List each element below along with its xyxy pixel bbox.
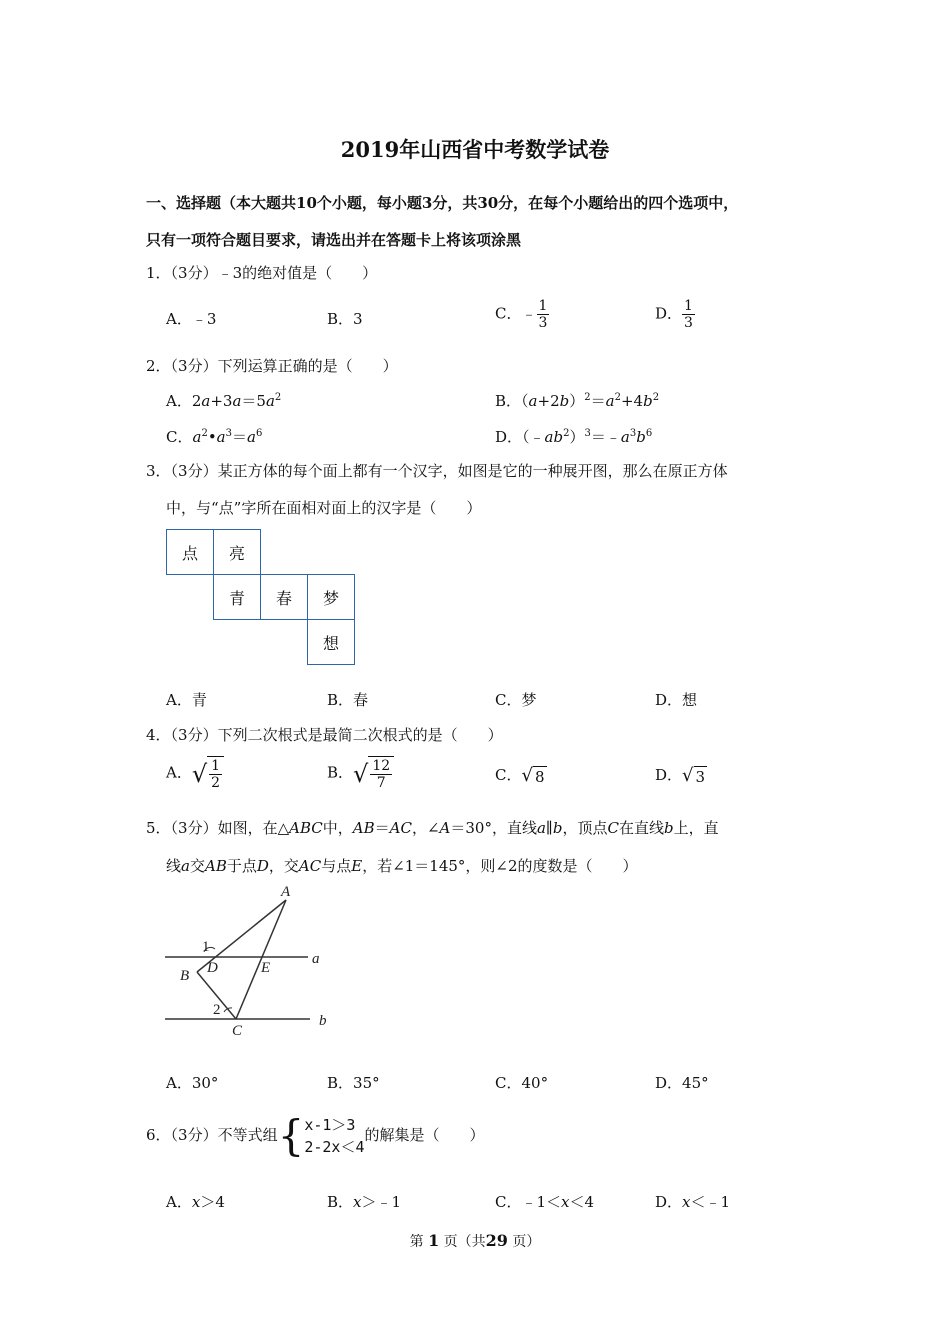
q5-option-d: D．45° (655, 1074, 709, 1092)
q5-option-c: C．40° (495, 1074, 549, 1092)
q1-option-d: D． $\frac{1}{3}$ (655, 298, 693, 331)
page-number: 1 (428, 1231, 440, 1250)
q5-stem-line2: 线a交AB于点D，交AC与点E，若∠1＝145°，则∠2的度数是（ ） (166, 857, 638, 875)
page-footer: 第 1 页（共29 页） (409, 1231, 541, 1250)
label-angle-1: 1 (202, 939, 210, 955)
q4-option-a: A． √ $\frac{1}{2}$ (166, 756, 224, 791)
label-B: B (180, 968, 190, 984)
label-E: E (261, 960, 271, 976)
net-cell-liang: 亮 (214, 530, 261, 575)
q6-option-d: D．x＜﹣1 (655, 1193, 731, 1211)
q4-stem: 4．（3分）下列二次根式是最简二次根式的是（ ） (146, 726, 503, 744)
q1-option-c: C．﹣ $\frac{1}{3}$ (495, 298, 548, 331)
q6-option-a: A．x＞4 (166, 1193, 225, 1211)
q3-option-a: A．青 (166, 691, 207, 709)
net-cell-qing: 青 (214, 575, 261, 620)
inequality-1: x-1＞3 (304, 1116, 356, 1134)
q4-option-d: D． √ 3 (655, 765, 706, 786)
cube-net-figure (166, 529, 355, 665)
net-cell-xiang: 想 (308, 620, 355, 665)
net-cell-chun: 春 (261, 575, 308, 620)
q1-stem: 1．（3分）﹣3的绝对值是（ ） (146, 264, 378, 282)
label-A: A (281, 884, 291, 900)
triangle-parallel-lines-figure (160, 880, 340, 1040)
label-D: D (207, 960, 218, 976)
q2-stem: 2．（3分）下列运算正确的是（ ） (146, 357, 398, 375)
net-cell-meng: 梦 (308, 575, 355, 620)
label-a: a (312, 951, 320, 967)
inequality-2: 2-2x＜4 (304, 1138, 365, 1156)
q3-option-c: C．梦 (495, 691, 537, 709)
q3-stem-line1: 3．（3分）某正方体的每个面上都有一个汉字，如图是它的一种展开图，那么在原正方体 (146, 462, 728, 480)
page-title: 2019年山西省中考数学试卷 (340, 137, 610, 162)
label-angle-2: 2 (213, 1002, 221, 1018)
inequality-system: { x-1＞3 2-2x＜4 (277, 1111, 365, 1160)
q5-option-a: A．30° (166, 1074, 219, 1092)
q4-option-b: B． √ $\frac{12}{7}$ (327, 756, 394, 791)
section-heading-line2: 只有一项符合题目要求，请选出并在答题卡上将该项涂黑 (146, 231, 522, 249)
label-C: C (232, 1023, 243, 1039)
q5-stem-line1: 5．（3分）如图，在△ABC中，AB＝AC，∠A＝30°，直线a∥b，顶点C在直线b上，直 (146, 819, 719, 837)
label-b: b (319, 1013, 327, 1029)
q2-option-d: D．$(﹣ab^2)^3=﹣a^3b^6$ (495, 428, 653, 446)
q3-option-d: D．想 (655, 691, 698, 709)
q1-option-a: A．﹣3 (166, 310, 217, 328)
q6-option-b: B．x＞﹣1 (327, 1193, 402, 1211)
q2-option-c: C．$a^2•a^3=a^6$ (166, 428, 263, 446)
q4-option-c: C． √ 8 (495, 765, 545, 786)
section-heading-line1: 一、选择题（本大题共10个小题，每小题3分，共30分，在每个小题给出的四个选项中， (146, 194, 739, 212)
total-pages: 29 (485, 1231, 508, 1250)
q2-option-b: B．$(a+2b)^2=a^2+4b^2$ (495, 392, 660, 410)
q3-option-b: B．春 (327, 691, 369, 709)
q1-option-b: B．3 (327, 310, 363, 328)
q3-stem-line2: 中，与“点”字所在面相对面上的汉字是（ ） (166, 499, 482, 517)
q2-option-a: A．$2a+3a=5a^2$ (166, 392, 282, 410)
q6-option-c: C．﹣1＜x＜4 (495, 1193, 595, 1211)
q6-stem: 6．（3分）不等式组 { x-1＞3 2-2x＜4 的解集是（ ） (146, 1111, 485, 1160)
q5-option-b: B．35° (327, 1074, 380, 1092)
net-cell-dian: 点 (167, 530, 214, 575)
